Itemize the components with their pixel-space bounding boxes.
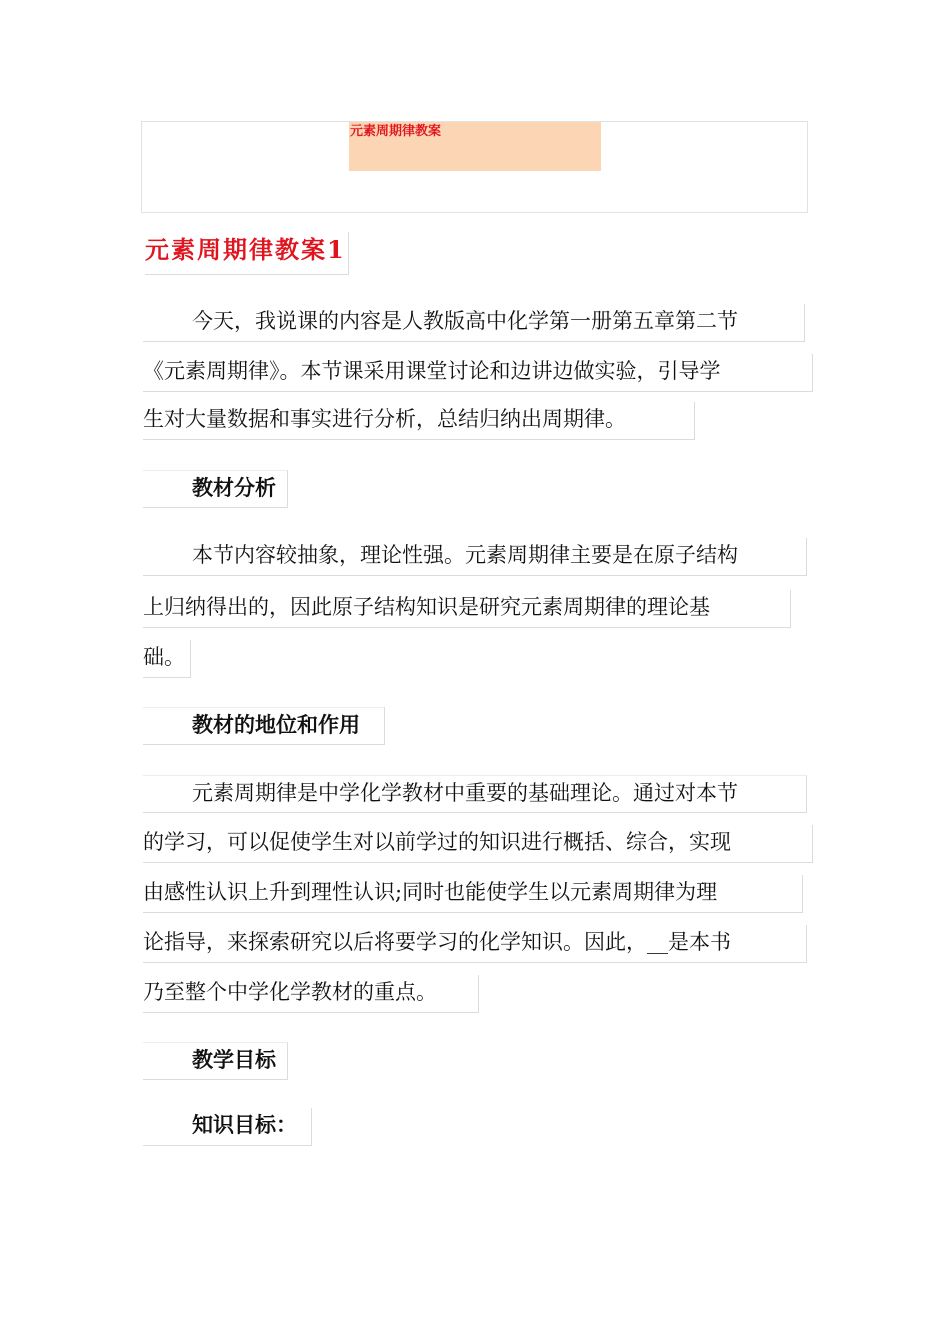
- heading-teaching-objectives: 教学目标: [143, 1042, 288, 1080]
- header-box: [141, 121, 808, 213]
- paragraph-3-line-3: 由感性认识上升到理性认识;同时也能使学生以元素周期律为理: [143, 875, 803, 913]
- paragraph-3-line-1: 元素周期律是中学化学教材中重要的基础理论。通过对本节: [143, 775, 807, 813]
- paragraph-1-line-2: 《元素周期律》。本节课采用课堂讨论和边讲边做实验，引导学: [143, 354, 813, 392]
- document-title: 元素周期律教案1: [145, 232, 349, 275]
- paragraph-3-line-4: 论指导，来探索研究以后将要学习的化学知识。因此，__是本书: [143, 925, 807, 963]
- paragraph-3-line-5: 乃至整个中学化学教材的重点。: [143, 975, 479, 1013]
- paragraph-2-line-1: 本节内容较抽象，理论性强。元素周期律主要是在原子结构: [143, 538, 807, 576]
- paragraph-3-line-2: 的学习，可以促使学生对以前学过的知识进行概括、综合，实现: [143, 825, 813, 863]
- heading-textbook-role: 教材的地位和作用: [143, 707, 385, 745]
- header-tag: 元素周期律教案: [349, 122, 601, 171]
- heading-textbook-analysis: 教材分析: [143, 470, 288, 508]
- heading-knowledge-objectives: 知识目标：: [143, 1108, 312, 1146]
- paragraph-1-line-1: 今天，我说课的内容是人教版高中化学第一册第五章第二节: [143, 304, 805, 342]
- paragraph-2-line-3: 础。: [143, 640, 191, 678]
- paragraph-1-line-3: 生对大量数据和事实进行分析，总结归纳出周期律。: [143, 402, 695, 440]
- paragraph-2-line-2: 上归纳得出的，因此原子结构知识是研究元素周期律的理论基: [143, 590, 791, 628]
